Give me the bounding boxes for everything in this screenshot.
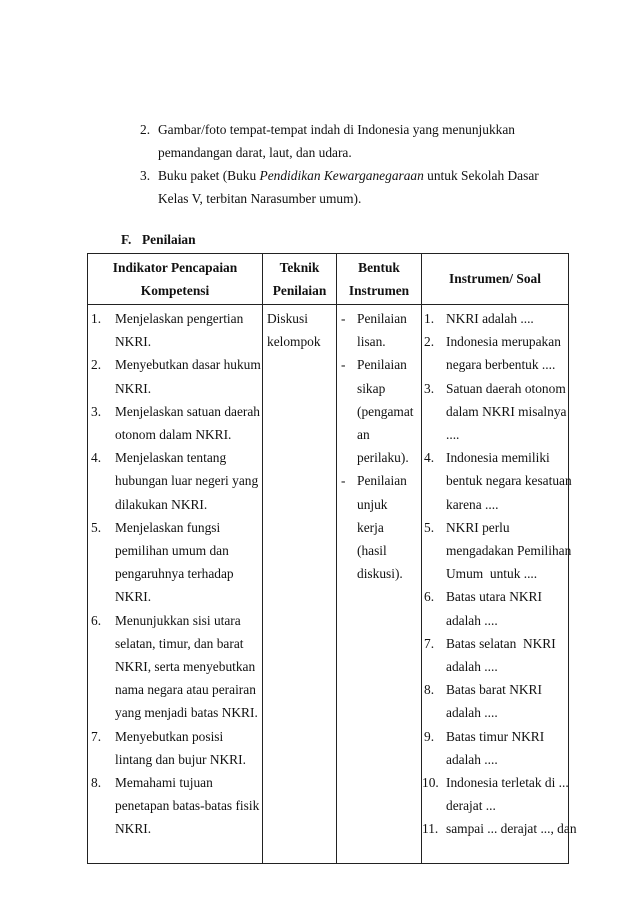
list-text-line: dalam NKRI misalnya bbox=[446, 403, 567, 419]
soal-item bbox=[422, 377, 568, 447]
soal-item bbox=[422, 585, 568, 631]
header-line: Bentuk bbox=[358, 259, 400, 275]
section-heading-penilaian bbox=[121, 230, 196, 250]
list-text-line: .... bbox=[446, 427, 460, 443]
header-line: Penilaian bbox=[272, 283, 327, 298]
list-text-line: Indonesia merupakan bbox=[446, 334, 561, 350]
list-number: 7. bbox=[91, 728, 102, 744]
indikator-item bbox=[88, 516, 262, 609]
indikator-item bbox=[88, 446, 262, 516]
soal-item bbox=[422, 678, 568, 724]
list-text-line: Menunjukkan sisi utara bbox=[115, 612, 241, 628]
list-number: 4. bbox=[424, 450, 435, 466]
list-number: 3. bbox=[140, 168, 151, 183]
list-text-line: Gambar/foto tempat-tempat indah di Indonesia yang menunjukkan bbox=[158, 122, 515, 137]
list-number: 6. bbox=[91, 612, 102, 628]
list-text-line: Batas timur NKRI bbox=[446, 728, 545, 744]
header-line: Kompetensi bbox=[140, 283, 210, 298]
header-bentuk bbox=[337, 254, 422, 305]
list-text-line: Menjelaskan tentang bbox=[115, 450, 227, 466]
table-row bbox=[88, 305, 569, 864]
list-text-line: NKRI. bbox=[115, 821, 152, 837]
indikator-item bbox=[88, 307, 262, 353]
table-header-row bbox=[88, 254, 569, 305]
list-number: 4. bbox=[91, 450, 102, 466]
list-text-line: Kelas V, terbitan Narasumber umum). bbox=[158, 190, 362, 206]
list-text-line: nama negara atau perairan bbox=[115, 682, 256, 698]
list-number: 10. bbox=[422, 775, 439, 791]
soal-cell bbox=[422, 305, 577, 864]
soal-item bbox=[422, 725, 568, 771]
list-text-line: penetapan batas-batas fisik bbox=[115, 798, 260, 814]
bentuk-item bbox=[337, 469, 421, 585]
indikator-item bbox=[88, 353, 262, 399]
list-text-line: bentuk negara kesatuan bbox=[446, 473, 572, 489]
header-indikator bbox=[88, 254, 263, 305]
list-text-line: yang menjadi batas NKRI. bbox=[115, 705, 258, 721]
list-number: - bbox=[341, 311, 346, 326]
list-number: 2. bbox=[140, 122, 151, 137]
list-text-line: NKRI. bbox=[115, 589, 152, 605]
bentuk-cell bbox=[337, 305, 422, 864]
list-text-line: NKRI, serta menyebutkan bbox=[115, 659, 256, 675]
list-text-line: an bbox=[357, 427, 370, 443]
assessment-table bbox=[87, 253, 577, 864]
list-number: 3. bbox=[91, 403, 102, 419]
teknik-line: kelompok bbox=[267, 334, 321, 350]
teknik-line: Diskusi bbox=[267, 311, 308, 326]
list-text-line: Indonesia memiliki bbox=[446, 450, 550, 466]
soal-list bbox=[422, 307, 577, 841]
list-text-line: Satuan daerah otonom bbox=[446, 380, 566, 396]
list-text-line: derajat ... bbox=[446, 798, 496, 814]
list-text-line: lisan. bbox=[357, 334, 386, 350]
soal-item bbox=[422, 446, 572, 516]
list-text-line: Penilaian bbox=[357, 311, 407, 326]
list-text-line: Indonesia terletak di ... bbox=[446, 775, 569, 791]
teknik-cell bbox=[263, 305, 337, 864]
list-text-line: adalah .... bbox=[446, 751, 498, 767]
section-title: Penilaian bbox=[142, 232, 196, 247]
list-text-line: mengadakan Pemilihan bbox=[446, 543, 572, 559]
list-number: - bbox=[341, 357, 346, 373]
list-text-line: Menjelaskan pengertian bbox=[115, 311, 244, 326]
list-text-line: NKRI. bbox=[115, 380, 152, 396]
list-text-line: unjuk bbox=[357, 496, 388, 512]
book-title-italic: Pendidikan Kewarganegaraan bbox=[259, 168, 424, 183]
list-text-line: pengaruhnya terhadap bbox=[115, 566, 234, 582]
list-number: 5. bbox=[91, 519, 102, 535]
list-text-line: lintang dan bujur NKRI. bbox=[115, 751, 246, 767]
indikator-list bbox=[88, 307, 262, 841]
indikator-item bbox=[88, 609, 262, 725]
soal-item bbox=[422, 307, 568, 330]
list-text-line: dilakukan NKRI. bbox=[115, 496, 208, 512]
list-number: 2. bbox=[91, 357, 102, 373]
teknik-text bbox=[263, 307, 336, 353]
header-line: Teknik bbox=[279, 259, 320, 275]
soal-item bbox=[422, 330, 568, 376]
list-text-line: NKRI adalah .... bbox=[446, 311, 534, 326]
header-line: Instrumen bbox=[348, 283, 410, 298]
list-text-line: Menjelaskan satuan daerah bbox=[115, 403, 261, 419]
list-text-line: Batas utara NKRI bbox=[446, 589, 542, 605]
indikator-item bbox=[88, 771, 262, 841]
list-text-line: Penilaian bbox=[357, 357, 407, 373]
list-text-line: adalah .... bbox=[446, 659, 498, 675]
list-text-line: Menyebutkan dasar hukum bbox=[115, 357, 261, 373]
list-text-line: Umum untuk .... bbox=[446, 566, 538, 582]
soal-item bbox=[422, 817, 577, 840]
list-text-line: Batas selatan NKRI bbox=[446, 635, 556, 651]
indikator-item bbox=[88, 725, 262, 771]
list-text-line: adalah .... bbox=[446, 705, 498, 721]
header-teknik bbox=[263, 254, 337, 305]
list-text-line: pemandangan darat, laut, dan udara. bbox=[158, 144, 352, 160]
list-text-line: sampai ... derajat ..., dan bbox=[446, 821, 577, 837]
list-text-line: NKRI. bbox=[115, 334, 152, 350]
list-number: 8. bbox=[91, 775, 102, 791]
list-text-line: NKRI perlu bbox=[446, 519, 510, 535]
list-text-line: adalah .... bbox=[446, 612, 498, 628]
indikator-cell bbox=[88, 305, 263, 864]
list-text-line: otonom dalam NKRI. bbox=[115, 427, 232, 443]
list-text-line: (hasil bbox=[357, 543, 387, 559]
list-text-line: Menyebutkan posisi bbox=[115, 728, 224, 744]
bentuk-list bbox=[337, 307, 421, 585]
bentuk-item bbox=[337, 353, 421, 469]
list-number: 11. bbox=[422, 821, 439, 837]
list-number: 1. bbox=[424, 311, 435, 326]
soal-item bbox=[422, 771, 568, 817]
list-number: 7. bbox=[424, 635, 435, 651]
list-text-line: pemilihan umum dan bbox=[115, 543, 229, 559]
header-line: Instrumen/ Soal bbox=[449, 271, 541, 287]
list-text-line: negara berbentuk .... bbox=[446, 357, 556, 373]
text-run: untuk Sekolah Dasar bbox=[423, 168, 539, 183]
list-text-line: karena .... bbox=[446, 496, 499, 512]
list-text-line bbox=[158, 165, 539, 188]
list-text-line: Batas barat NKRI bbox=[446, 682, 542, 698]
list-text-line: Penilaian bbox=[357, 473, 407, 489]
indikator-item bbox=[88, 400, 262, 446]
text-run: Buku paket (Buku bbox=[158, 168, 260, 183]
list-number: 6. bbox=[424, 589, 435, 605]
bentuk-item bbox=[337, 307, 421, 353]
list-text-line: (pengamat bbox=[357, 403, 414, 419]
list-number: 1. bbox=[91, 311, 102, 326]
list-number: 8. bbox=[424, 682, 435, 698]
list-text-line: perilaku). bbox=[357, 450, 409, 466]
list-text-line: Memahami tujuan bbox=[115, 775, 213, 791]
list-number: 3. bbox=[424, 380, 435, 396]
list-text-line: kerja bbox=[357, 519, 384, 535]
list-number: 2. bbox=[424, 334, 435, 350]
list-number: 9. bbox=[424, 728, 435, 744]
list-text-line: diskusi). bbox=[357, 566, 403, 582]
list-text-line: selatan, timur, dan barat bbox=[115, 635, 244, 651]
header-line: Indikator Pencapaian bbox=[112, 259, 238, 275]
list-number: - bbox=[341, 473, 346, 489]
list-number: 5. bbox=[424, 519, 435, 535]
list-text-line: hubungan luar negeri yang bbox=[115, 473, 259, 489]
list-text-line: sikap bbox=[357, 380, 386, 396]
header-soal bbox=[422, 254, 569, 305]
soal-item bbox=[422, 632, 568, 678]
soal-item bbox=[422, 516, 572, 586]
section-letter: F. bbox=[121, 232, 132, 247]
list-text-line: Menjelaskan fungsi bbox=[115, 519, 221, 535]
